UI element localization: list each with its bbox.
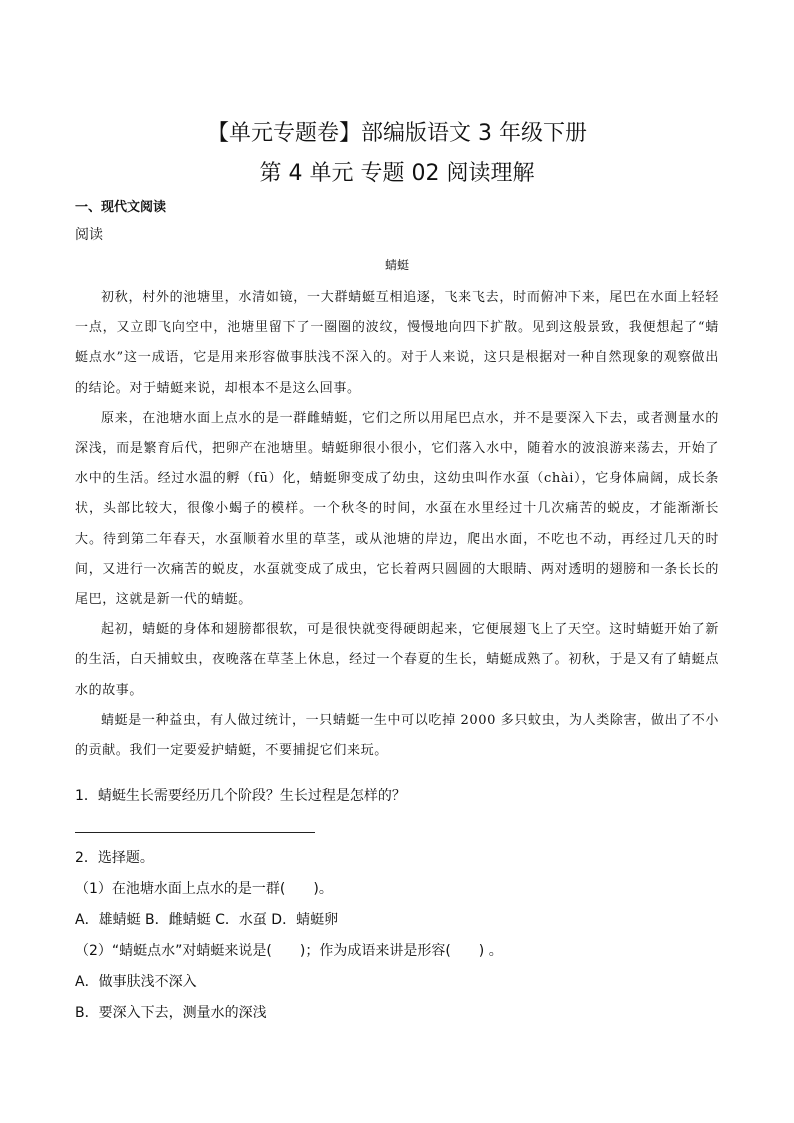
reading-label: 阅读 bbox=[75, 227, 103, 243]
passage-paragraph: 原来，在池塘水面上点水的是一群雌蜻蜓，它们之所以用尾巴点水，并不是要深入下去，或者测量水的深浅，而是繁育后代，把卵产在池塘里。蜻蜓卵很小很小，它们落入水中，随着水的波浪游来荡去，开始了水中的生活。经过水温的孵（fū）化，蜻蜓卵变成了幼虫，这幼虫叫作水虿（chài），它身体扁阔，成长条状，头部比较大，很像小蝎子的模样。一个秋冬的时间，水虿在水里经过十几次痛苦的蜕皮，才能渐渐长大。待到第二年春天，水虿顺着水里的草茎，或从池塘的岸边，爬出水面，不吃也不动，再经过几天的时间，又进行一次痛苦的蜕皮，水虿就变成了成虫，它长着两只圆圆的大眼睛、两对透明的翅膀和一条长长的尾巴，这就是新一代的蜻蜓。 bbox=[75, 410, 719, 608]
question-2-title: 2．选择题。 bbox=[75, 850, 154, 866]
passage-paragraph: 初秋，村外的池塘里，水清如镜，一大群蜻蜓互相追逐，飞来飞去，时而俯冲下来，尾巴在水面上轻轻一点，又立即飞向空中，池塘里留下了一圈圈的波纹，慢慢地向四下扩散。见到这般景致，我便想起了“蜻蜓点水”这一成语，它是用来形容做事肤浅不深入的。对于人来说，这只是根据对一种自然现象的观察做出的结论。对于蜻蜓来说，却根本不是这么回事。 bbox=[75, 290, 719, 396]
question-1: 1．蜻蜓生长需要经历几个阶段？生长过程是怎样的？ bbox=[75, 788, 406, 804]
passage-body bbox=[75, 283, 719, 766]
question-2-1-options: A．雄蜻蜓 B．雌蜻蜓 C．水虿 D．蜻蜓卵 bbox=[75, 912, 339, 928]
passage-title: 蜻蜓 bbox=[384, 258, 409, 272]
question-2-2: （2）“蜻蜓点水”对蜻蜓来说是( )；作为成语来讲是形容( ) 。 bbox=[75, 943, 503, 959]
document-subtitle: 第 4 单元 专题 02 阅读理解 bbox=[259, 161, 535, 186]
passage-paragraph: 蜻蜓是一种益虫，有人做过统计，一只蜻蜓一生中可以吃掉 2000 多只蚊虫，为人类除害，做出了不小的贡献。我们一定要爱护蜻蜓，不要捕捉它们来玩。 bbox=[75, 712, 719, 759]
answer-line[interactable] bbox=[75, 832, 315, 833]
document-title: 【单元专题卷】部编版语文 3 年级下册 bbox=[207, 121, 587, 146]
passage-paragraph: 起初，蜻蜓的身体和翅膀都很软，可是很快就变得硬朗起来，它便展翅飞上了天空。这时蜻蜓开始了新的生活，白天捕蚊虫，夜晚落在草茎上休息，经过一个春夏的生长，蜻蜓成熟了。初秋，于是又有了蜻蜓点水的故事。 bbox=[75, 622, 719, 698]
question-2-1: （1）在池塘水面上点水的是一群( )。 bbox=[75, 881, 333, 897]
question-2-2-option-a: A．做事肤浅不深入 bbox=[75, 974, 197, 990]
section-heading: 一、现代文阅读 bbox=[75, 200, 167, 215]
question-2-2-option-b: B．要深入下去，测量水的深浅 bbox=[75, 1005, 267, 1021]
